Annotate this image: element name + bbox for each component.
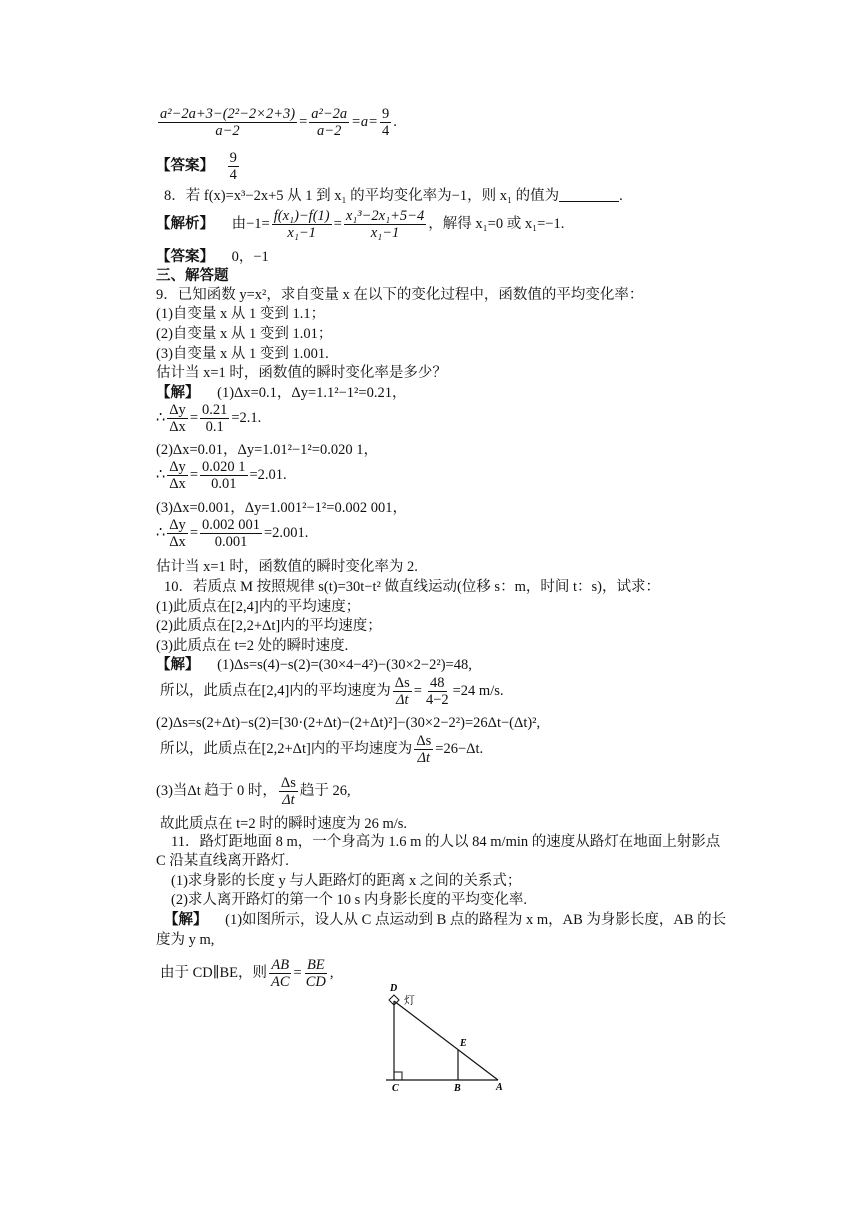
fraction-numerator: f(x₁)−f(1)	[273, 208, 330, 224]
fraction-numerator: 0.020 1	[202, 459, 246, 475]
question-9-part-3: (3)自变量 x 从 1 变到 1.001.	[156, 346, 329, 362]
solution-label: 【解】	[156, 657, 200, 673]
fraction-numerator: AB	[271, 957, 290, 973]
lamp-shadow-figure	[380, 980, 510, 1092]
solution-10-step-1	[156, 656, 472, 674]
equals-a: =a=	[351, 113, 378, 130]
question-9-part-2: (2)自变量 x 从 1 变到 1.01；	[156, 326, 333, 342]
label-b: B	[454, 1083, 461, 1092]
solution-11-step-1-cont: 度为 y m,	[156, 932, 215, 948]
section-heading: 三、解答题	[156, 268, 229, 284]
period: .	[393, 113, 397, 130]
text: 由于 CD∥BE，则	[160, 964, 267, 981]
answer-8	[156, 248, 269, 266]
solution-9-step-3: (3)Δx=0.001，Δy=1.001²−1²=0.002 001，	[156, 500, 407, 516]
solution-label: 【解】	[156, 385, 200, 401]
analysis-label: 【解析】	[156, 215, 214, 232]
fraction-numerator: Δy	[169, 517, 186, 533]
question-text: 8．若 f(x)=x³−2x+5 从 1 到 x₁ 的平均变化率为−1，则 x₁ 的值为	[164, 188, 560, 204]
result: =2.001.	[264, 524, 309, 541]
text: (1)Δx=0.1，Δy=1.1²−1²=0.21，	[217, 385, 407, 401]
question-9-part-4: 估计当 x=1 时，函数值的瞬时变化率是多少？	[156, 365, 447, 381]
fraction-denominator: Δt	[282, 792, 295, 808]
fraction-numerator: 0.21	[202, 402, 228, 418]
fraction-denominator: 0.001	[214, 534, 248, 550]
solution-10-avg-velocity-1	[160, 675, 504, 708]
period: .	[619, 188, 623, 204]
text: 所以，此质点在[2,2+Δt]内的平均速度为	[160, 740, 413, 757]
solution-9-conclusion: 估计当 x=1 时，函数值的瞬时变化率为 2.	[156, 559, 418, 575]
answer-value: 0，−1	[231, 249, 269, 265]
therefore-symbol: ∴	[156, 466, 166, 483]
fraction-denominator: Δt	[417, 750, 431, 766]
label-d: D	[390, 983, 398, 994]
fraction-denominator: 4−2	[425, 692, 449, 708]
fraction-numerator: Δy	[169, 402, 186, 418]
fraction-denominator: CD	[305, 974, 326, 990]
answer-blank	[559, 189, 619, 202]
solution-11-similar-triangles	[160, 957, 334, 990]
fraction-numerator: BE	[306, 957, 325, 973]
fraction-denominator: Δx	[169, 534, 186, 550]
answer-7	[156, 150, 241, 183]
text: 由−1=	[231, 215, 270, 232]
equals: =	[189, 409, 198, 426]
fraction-denominator: 0.1	[205, 419, 224, 435]
fraction-numerator: Δs	[394, 675, 410, 691]
answer-label: 【答案】	[156, 249, 214, 265]
label-lamp: 灯	[404, 995, 415, 1007]
text: (3)当Δt 趋于 0 时，	[156, 782, 277, 799]
equals: =	[189, 524, 198, 541]
fraction-numerator: a²−2a	[311, 106, 348, 122]
text: ，解得 x₁=0 或 x₁=−1.	[428, 215, 565, 232]
text: (1)Δs=s(4)−s(2)=(30×4−4²)−(30×2−2²)=48,	[217, 657, 472, 673]
solution-9-ratio-1	[156, 402, 261, 435]
fraction-numerator: a²−2a+3−(2²−2×2+3)	[160, 106, 296, 122]
result: =2.1.	[231, 409, 262, 426]
text: 所以，此质点在[2,4]内的平均速度为	[160, 682, 391, 699]
light-ray-da	[394, 1001, 498, 1080]
question-11: 11．路灯距地面 8 m，一个身高为 1.6 m 的人以 84 m/min 的速度从路灯在地面上射影点	[171, 834, 721, 850]
question-9: 9．已知函数 y=x²，求自变量 x 在以下的变化过程中，函数值的平均变化率：	[156, 287, 644, 303]
solution-11-step-1	[164, 911, 726, 929]
fraction-denominator: Δt	[395, 692, 409, 708]
solution-9-step-2: (2)Δx=0.01，Δy=1.01²−1²=0.020 1，	[156, 442, 378, 458]
question-8	[164, 187, 623, 205]
therefore-symbol: ∴	[156, 524, 166, 541]
fraction-numerator: 9	[381, 106, 390, 122]
fraction-numerator: 48	[430, 675, 445, 691]
label-e: E	[460, 1038, 467, 1049]
solution-9-ratio-3	[156, 517, 308, 550]
result: =26−Δt.	[435, 740, 484, 757]
solution-10-step-2: (2)Δs=s(2+Δt)−s(2)=[30·(2+Δt)−(2+Δt)²]−(30×2−2²)=26Δt−(Δt)²,	[156, 715, 541, 731]
equals: =	[189, 466, 198, 483]
fraction-denominator: a−2	[317, 123, 342, 139]
solution-10-avg-velocity-2	[160, 733, 483, 766]
solution-9-step-1	[156, 384, 406, 402]
answer-label: 【答案】	[156, 157, 214, 174]
equals: =	[299, 113, 308, 130]
solution-9-ratio-2	[156, 459, 287, 492]
comma: ,	[329, 964, 334, 981]
label-c: C	[392, 1083, 399, 1092]
fraction-numerator: Δs	[416, 733, 432, 749]
question-11-part-1: (1)求身影的长度 y 与人距路灯的距离 x 之间的关系式；	[171, 873, 522, 889]
fraction-denominator: 4	[381, 123, 390, 139]
fraction-numerator: 0.002 001	[202, 517, 260, 533]
right-angle-mark	[394, 1072, 402, 1080]
equals: =	[413, 682, 422, 699]
text: 趋于 26,	[299, 782, 351, 799]
label-a: A	[496, 1082, 503, 1092]
fraction-denominator: x₁−1	[287, 225, 316, 241]
fraction-denominator: Δx	[169, 419, 186, 435]
question-10-part-1: (1)此质点在[2,4]内的平均速度；	[156, 599, 361, 615]
therefore-symbol: ∴	[156, 409, 166, 426]
fraction-denominator: Δx	[169, 476, 186, 492]
text: (1)如图所示，设人从 C 点运动到 B 点的路程为 x m，AB 为身影长度，AB 的长	[225, 912, 727, 928]
result: =24 m/s.	[452, 682, 504, 699]
fraction-denominator: a−2	[215, 123, 240, 139]
fraction-numerator: Δs	[280, 775, 296, 791]
question-10-part-3: (3)此质点在 t=2 处的瞬时速度.	[156, 638, 349, 654]
fraction-numerator: 9	[229, 150, 237, 166]
fraction-numerator: x₁³−2x₁+5−4	[345, 208, 425, 224]
question-9-part-1: (1)自变量 x 从 1 变到 1.1；	[156, 306, 326, 322]
continuation-equation	[156, 106, 397, 139]
solution-10-conclusion: 故此质点在 t=2 时的瞬时速度为 26 m/s.	[160, 816, 408, 832]
question-10-part-2: (2)此质点在[2,2+Δt]内的平均速度；	[156, 618, 382, 634]
equals: =	[333, 215, 342, 232]
fraction-denominator: AC	[271, 974, 290, 990]
analysis-8	[156, 208, 564, 241]
equals: =	[293, 964, 302, 981]
solution-10-step-3	[156, 775, 351, 808]
result: =2.01.	[249, 466, 287, 483]
fraction-denominator: 0.01	[211, 476, 237, 492]
solution-label: 【解】	[164, 912, 208, 928]
fraction-denominator: x₁−1	[370, 225, 400, 241]
question-11-part-2: (2)求人离开路灯的第一个 10 s 内身影长度的平均变化率.	[171, 892, 528, 908]
fraction-numerator: Δy	[169, 459, 186, 475]
question-10: 10．若质点 M 按照规律 s(t)=30t−t² 做直线运动(位移 s：m，时间 t：s)，试求：	[164, 579, 660, 595]
question-11-cont: C 沿某直线离开路灯.	[156, 853, 289, 869]
fraction-denominator: 4	[229, 167, 237, 183]
